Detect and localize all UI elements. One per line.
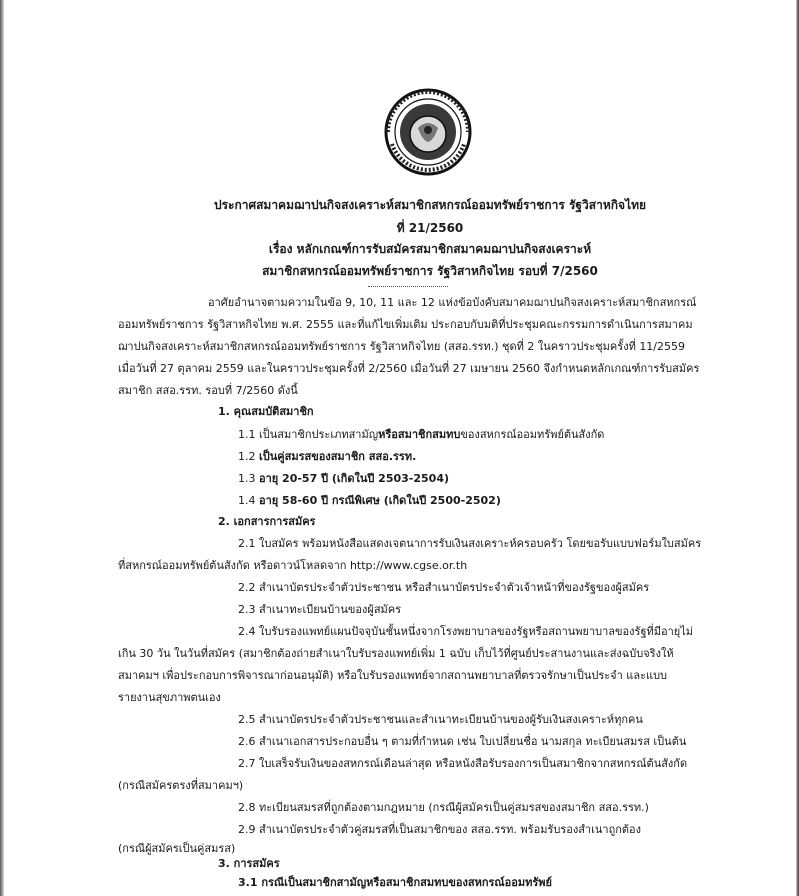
item-2-6: 2.6 สำเนาเอกสารประกอบอื่น ๆ ตามที่กำหนด เช่น ใบเปลี่ยนชื่อ นามสกุล ทะเบียนสมรส เป็นต้น bbox=[238, 735, 687, 748]
item-text: 1.1 เป็นสมาชิกประเภทสามัญ bbox=[238, 428, 379, 441]
item-2-4-cont: รายงานสุขภาพตนเอง bbox=[118, 691, 221, 704]
item-2-9: 2.9 สำเนาบัตรประจำตัวคู่สมรสที่เป็นสมาชิกของ สสอ.รรท. พร้อมรับรองสำเนาถูกต้อง bbox=[238, 823, 642, 836]
item-number: 1.3 bbox=[238, 472, 259, 485]
item-2-5: 2.5 สำเนาบัตรประจำตัวประชาชนและสำเนาทะเบียนบ้านของผู้รับเงินสงเคราะห์ทุกคน bbox=[238, 713, 643, 726]
intro-line: เมื่อวันที่ 27 ตุลาคม 2559 และในคราวประชุมครั้งที่ 2/2560 เมื่อวันที่ 27 เมษายน 2560 จึงกำหนดหลักเกณฑ์การรับสมัคร bbox=[118, 362, 700, 375]
announcement-subject: เรื่อง หลักเกณฑ์การรับสมัครสมาชิกสมาคมฌาปนกิจสงเคราะห์ bbox=[268, 242, 592, 256]
item-1-2 bbox=[238, 446, 416, 468]
item-text-bold: หรือสมาชิกสมทบ bbox=[378, 428, 461, 441]
item-number: 1.2 bbox=[238, 450, 259, 463]
item-2-2: 2.2 สำเนาบัตรประจำตัวประชาชน หรือสำเนาบัตรประจำตัวเจ้าหน้าที่ของรัฐของผู้สมัคร bbox=[238, 581, 650, 594]
intro-line: ฌาปนกิจสงเคราะห์สมาชิกสหกรณ์ออมทรัพย์ราชการ รัฐวิสาหกิจไทย (สสอ.รรท.) ชุดที่ 2 ในคราวประชุมครั้งที่ 11/2559 bbox=[118, 340, 686, 353]
intro-line: อาศัยอำนาจตามความในข้อ 9, 10, 11 และ 12 แห่งข้อบังคับสมาคมฌาปนกิจสงเคราะห์สมาชิกสหกรณ์ bbox=[208, 296, 697, 309]
item-1-3 bbox=[238, 468, 449, 490]
section-3-title: 3. การสมัคร bbox=[218, 857, 280, 870]
item-2-1: 2.1 ใบสมัคร พร้อมหนังสือแสดงเจตนาการรับเงินสงเคราะห์ครอบครัว โดยขอรับแบบฟอร์มใบสมัคร bbox=[238, 537, 702, 550]
section-2-title: 2. เอกสารการสมัคร bbox=[218, 515, 316, 528]
announcement-subject-cont: สมาชิกสหกรณ์ออมทรัพย์ราชการ รัฐวิสาหกิจไทย รอบที่ 7/2560 bbox=[262, 264, 598, 278]
header-divider bbox=[368, 286, 448, 287]
section-1-title: 1. คุณสมบัติสมาชิก bbox=[218, 405, 314, 418]
item-1-4 bbox=[238, 490, 501, 512]
intro-line: ออมทรัพย์ราชการ รัฐวิสาหกิจไทย พ.ศ. 2555 และที่แก้ไขเพิ่มเติม ประกอบกับมติที่ประชุมคณะกรรมการดำเนินการสมาคม bbox=[118, 318, 693, 331]
intro-line: สมาชิก สสอ.รรท. รอบที่ 7/2560 ดังนี้ bbox=[118, 384, 298, 397]
item-text-bold: เป็นคู่สมรสของสมาชิก สสอ.รรท. bbox=[259, 450, 417, 463]
association-seal-logo bbox=[370, 88, 486, 176]
item-2-4-cont: เกิน 30 วัน ในวันที่สมัคร (สมาชิกต้องถ่ายสำเนาใบรับรองแพทย์เพิ่ม 1 ฉบับ เก็บไว้ที่ศูนย์ประสานงานและส่งฉบับจริงให้ bbox=[118, 647, 674, 660]
announcement-number: ที่ 21/2560 bbox=[396, 221, 464, 235]
item-2-3: 2.3 สำเนาทะเบียนบ้านของผู้สมัคร bbox=[238, 603, 402, 616]
item-2-7-cont: (กรณีสมัครตรงที่สมาคมฯ) bbox=[118, 779, 244, 792]
item-text-bold: อายุ 58-60 ปี กรณีพิเศษ (เกิดในปี 2500-2502) bbox=[259, 494, 501, 507]
item-2-1-cont: ที่สหกรณ์ออมทรัพย์ต้นสังกัด หรือดาวน์โหลดจาก http://www.cgse.or.th bbox=[118, 559, 468, 572]
item-2-4-cont: สมาคมฯ เพื่อประกอบการพิจารณาก่อนอนุมัติ) หรือใบรับรองแพทย์จากสถานพยาบาลที่ตรวจรักษาเป็นประจำ และแบบ bbox=[118, 669, 668, 682]
item-2-7: 2.7 ใบเสร็จรับเงินของสหกรณ์เดือนล่าสุด หรือหนังสือรับรองการเป็นสมาชิกจากสหกรณ์ต้นสังกัด bbox=[238, 757, 688, 770]
item-text: ของสหกรณ์ออมทรัพย์ต้นสังกัด bbox=[460, 428, 605, 441]
seal-icon bbox=[370, 88, 486, 176]
item-2-4: 2.4 ใบรับรองแพทย์แผนปัจจุบันชั้นหนึ่งจากโรงพยาบาลของรัฐหรือสถานพยาบาลของรัฐที่มีอายุไม่ bbox=[238, 625, 694, 638]
item-2-8: 2.8 ทะเบียนสมรสที่ถูกต้องตามกฎหมาย (กรณีผู้สมัครเป็นคู่สมรสของสมาชิก สสอ.รรท.) bbox=[238, 801, 649, 814]
item-text-bold: อายุ 20-57 ปี (เกิดในปี 2503-2504) bbox=[259, 472, 449, 485]
item-2-9-cont: (กรณีผู้สมัครเป็นคู่สมรส) bbox=[118, 842, 236, 855]
item-3-1: 3.1 กรณีเป็นสมาชิกสามัญหรือสมาชิกสมทบของสหกรณ์ออมทรัพย์ bbox=[238, 876, 552, 889]
item-1-1 bbox=[238, 424, 604, 446]
announcement-title: ประกาศสมาคมฌาปนกิจสงเคราะห์สมาชิกสหกรณ์ออมทรัพย์ราชการ รัฐวิสาหกิจไทย bbox=[213, 198, 647, 212]
item-number: 1.4 bbox=[238, 494, 259, 507]
